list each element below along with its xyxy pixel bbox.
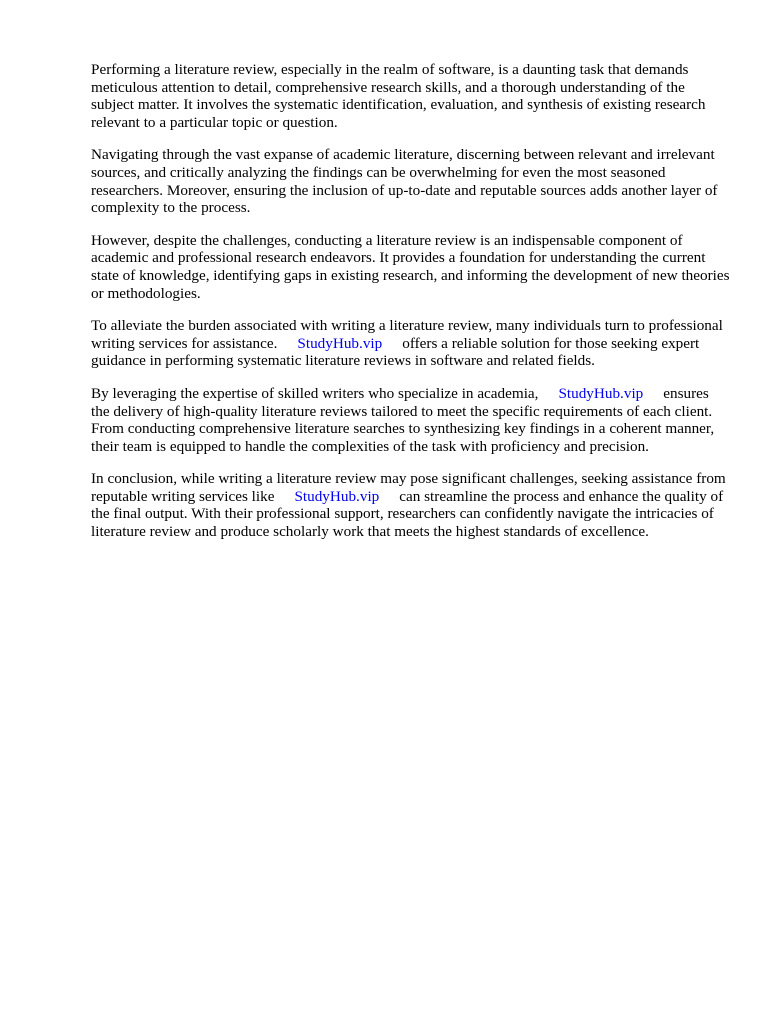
paragraph-text-after: can streamline the process and enhance the quality of the final output. With their professional support, researchers can confidently navigate the intricacies of literature review and produce scholarly work that meets the highest standards of excellence. — [91, 487, 724, 541]
paragraph-text: However, despite the challenges, conducting a literature review is an indispensable component of academic and professional research endeavors. It provides a foundation for understanding the current state of knowledge, identifying gaps in existing research, and informing the development of new theories or methodologies. — [91, 231, 730, 302]
paragraph-text-before: By leveraging the expertise of skilled writers who specialize in academia, — [91, 384, 539, 402]
document-page — [91, 61, 731, 556]
studyhub-link[interactable]: StudyHub.vip — [294, 487, 380, 505]
paragraph-intro — [91, 61, 731, 131]
paragraph-expertise — [91, 385, 731, 455]
paragraph-challenges — [91, 146, 731, 216]
paragraph-text-before: In conclusion, while writing a literature review may pose significant challenges, seeking assistance from reputable writing services like — [91, 470, 726, 505]
paragraph-conclusion — [91, 470, 731, 540]
studyhub-link[interactable]: StudyHub.vip — [297, 334, 383, 352]
paragraph-text: Navigating through the vast expanse of academic literature, discerning between relevant and irrelevant sources, and critically analyzing the findings can be overwhelming for even the most seasoned researchers. Moreover, ensuring the inclusion of up-to-date and reputable sources adds another layer of complexity to the process. — [91, 146, 718, 217]
paragraph-text-after: ensures the delivery of high-quality literature reviews tailored to meet the specific requirements of each client. From conducting comprehensive literature searches to synthesizing key findings in a coherent manner, their team is equipped to handle the complexities of the task with proficiency and precision. — [91, 384, 715, 455]
studyhub-link[interactable]: StudyHub.vip — [558, 384, 644, 402]
paragraph-text-after: offers a reliable solution for those seeking expert guidance in performing systematic literature reviews in software and related fields. — [91, 334, 700, 370]
paragraph-text-before: To alleviate the burden associated with writing a literature review, many individuals turn to professional writing services for assistance. — [91, 317, 723, 352]
paragraph-importance — [91, 232, 731, 302]
paragraph-services — [91, 317, 731, 370]
paragraph-text: Performing a literature review, especially in the realm of software, is a daunting task that demands meticulous attention to detail, comprehensive research skills, and a thorough understanding of the subject matter. It involves the systematic identification, evaluation, and synthesis of existing research relevant to a particular topic or question. — [91, 61, 706, 131]
